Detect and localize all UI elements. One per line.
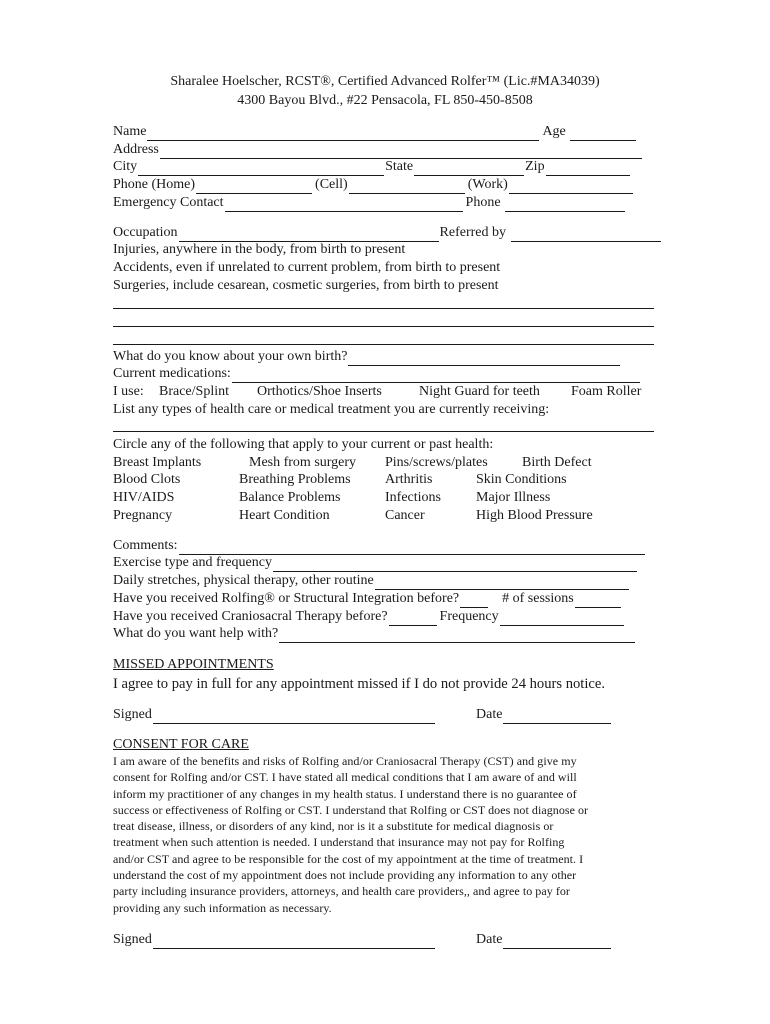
practitioner-address: 4300 Bayou Blvd., #22 Pensacola, FL 850-450-8508 (237, 93, 533, 108)
rolfing-row (113, 590, 622, 608)
conditions-intro: Circle any of the following that apply to your current or past health: (113, 437, 494, 452)
stretches-field[interactable] (375, 576, 629, 590)
condition-high-bp[interactable]: High Blood Pressure (476, 508, 593, 523)
condition-arthritis[interactable]: Arthritis (385, 472, 433, 487)
condition-pregnancy[interactable]: Pregnancy (113, 508, 173, 523)
occupation-label: Occupation (113, 225, 178, 240)
missed-signed-row (113, 706, 436, 724)
use-orthotics[interactable]: Orthotics/Shoe Inserts (257, 384, 382, 399)
condition-mesh[interactable]: Mesh from surgery (249, 455, 357, 470)
consent-line-6: treatment when such attention is needed. I understand that insurance may not pay for Rolfing (113, 835, 565, 850)
stretches-label: Daily stretches, physical therapy, other routine (113, 573, 374, 588)
accidents-label: Accidents, even if unrelated to current problem, from birth to present (113, 260, 501, 275)
practitioner-name: Sharalee Hoelscher, RCST®, Certified Advanced Rolfer™ (Lic.#MA34039) (170, 74, 600, 89)
consent-line-10: providing any such information as necessary. (113, 900, 332, 915)
use-night-guard[interactable]: Night Guard for teeth (419, 384, 540, 399)
name-label: Name (113, 124, 147, 139)
referred-label: Referred by (439, 225, 506, 240)
missed-text: I agree to pay in full for any appointment missed if I do not provide 24 hours notice. (113, 676, 606, 692)
history-line-1[interactable] (113, 308, 654, 309)
sessions-label: # of sessions (502, 591, 574, 606)
zip-field[interactable] (546, 162, 630, 176)
condition-pins[interactable]: Pins/screws/plates (385, 455, 488, 470)
cell-field[interactable] (349, 180, 465, 194)
city-row (113, 158, 631, 176)
consent-line-3: inform my practitioner of any changes in my health status. I understand there is no guarantee of (113, 786, 577, 801)
history-line-2[interactable] (113, 326, 654, 327)
missed-date-label: Date (476, 707, 503, 722)
referred-field[interactable] (511, 228, 661, 242)
consent-date-row (476, 931, 612, 949)
frequency-label: Frequency (439, 609, 499, 624)
occupation-row (113, 224, 662, 242)
use-brace[interactable]: Brace/Splint (159, 384, 229, 399)
missed-title: MISSED APPOINTMENTS (113, 657, 274, 672)
consent-line-2: consent for Rolfing and/or CST. I have stated all medical conditions that I am aware of and will (113, 770, 577, 785)
address-row (113, 141, 643, 159)
comments-field[interactable] (179, 541, 645, 555)
treatment-label: List any types of health care or medical treatment you are currently receiving: (113, 402, 550, 417)
medications-row (113, 365, 641, 383)
surgeries-label: Surgeries, include cesarean, cosmetic surgeries, from birth to present (113, 278, 499, 293)
condition-cancer[interactable]: Cancer (385, 508, 425, 523)
help-row (113, 625, 636, 643)
exercise-label: Exercise type and frequency (113, 555, 272, 570)
consent-line-5: treat disease, illness, or disorders of any kind, nor is it a substitute for medical diagnosis or (113, 819, 554, 834)
birth-label: What do you know about your own birth? (113, 349, 348, 364)
work-label: (Work) (467, 177, 508, 192)
use-foam-roller[interactable]: Foam Roller (571, 384, 642, 399)
phone-home-label: Phone (Home) (113, 177, 196, 192)
sessions-field[interactable] (575, 594, 621, 608)
treatment-line[interactable] (113, 431, 654, 432)
state-label: State (385, 159, 414, 174)
cst-label: Have you received Craniosacral Therapy before? (113, 609, 388, 624)
medications-field[interactable] (232, 369, 640, 383)
condition-breast-implants[interactable]: Breast Implants (113, 455, 202, 470)
medications-label: Current medications: (113, 366, 231, 381)
injuries-label: Injuries, anywhere in the body, from birth to present (113, 242, 406, 257)
exercise-row (113, 554, 638, 572)
name-row (113, 123, 637, 141)
missed-signature-field[interactable] (153, 710, 435, 724)
address-label: Address (113, 142, 159, 157)
occupation-field[interactable] (179, 228, 439, 242)
consent-line-9: party including insurance providers, attorneys, and health care providers,, and agree to pay for (113, 884, 570, 899)
condition-blood-clots[interactable]: Blood Clots (113, 472, 181, 487)
consent-text (113, 753, 661, 916)
address-field[interactable] (160, 145, 642, 159)
help-label: What do you want help with? (113, 626, 279, 641)
help-field[interactable] (279, 629, 635, 643)
exercise-field[interactable] (273, 558, 637, 572)
missed-date-row (476, 706, 612, 724)
city-label: City (113, 159, 138, 174)
rolfing-label: Have you received Rolfing® or Structural Integration before? (113, 591, 460, 606)
state-field[interactable] (414, 162, 524, 176)
birth-row (113, 348, 621, 366)
condition-breathing[interactable]: Breathing Problems (239, 472, 351, 487)
emergency-row (113, 194, 626, 212)
consent-date-field[interactable] (503, 935, 611, 949)
history-line-3[interactable] (113, 344, 654, 345)
condition-balance[interactable]: Balance Problems (239, 490, 341, 505)
missed-signed-label: Signed (113, 707, 152, 722)
consent-signed-row (113, 931, 436, 949)
condition-infections[interactable]: Infections (385, 490, 441, 505)
birth-field[interactable] (348, 352, 620, 366)
age-field[interactable] (570, 127, 636, 141)
condition-skin[interactable]: Skin Conditions (476, 472, 567, 487)
condition-major-illness[interactable]: Major Illness (476, 490, 551, 505)
i-use-label: I use: (113, 384, 144, 399)
consent-line-8: understand the cost of my appointment does not include providing any information to any other (113, 868, 577, 883)
comments-row (113, 537, 646, 555)
frequency-field[interactable] (500, 612, 624, 626)
consent-signed-label: Signed (113, 932, 152, 947)
age-label: Age (542, 124, 566, 139)
condition-birth-defect[interactable]: Birth Defect (522, 455, 592, 470)
phone-field[interactable] (505, 198, 625, 212)
cst-row (113, 608, 625, 626)
cell-label: (Cell) (315, 177, 348, 192)
emergency-field[interactable] (225, 198, 463, 212)
missed-date-field[interactable] (503, 710, 611, 724)
zip-label: Zip (525, 159, 545, 174)
stretches-row (113, 572, 630, 590)
phone-row (113, 176, 634, 194)
name-field[interactable] (147, 127, 539, 141)
cst-field[interactable] (389, 612, 437, 626)
city-field[interactable] (138, 162, 384, 176)
consent-line-4: success or effectiveness of Rolfing or CST. I understand that Rolfing or CST does not diagnose or (113, 802, 589, 817)
comments-label: Comments: (113, 538, 178, 553)
condition-hiv-aids[interactable]: HIV/AIDS (113, 490, 175, 505)
consent-date-label: Date (476, 932, 503, 947)
phone-home-field[interactable] (196, 180, 312, 194)
condition-heart[interactable]: Heart Condition (239, 508, 330, 523)
emergency-label: Emergency Contact (113, 195, 224, 210)
work-field[interactable] (509, 180, 633, 194)
consent-line-7: and/or CST and agree to be responsible for the cost of my appointment at the time of treatment. I (113, 851, 584, 866)
consent-title: CONSENT FOR CARE (113, 737, 249, 752)
consent-line-1: I am aware of the benefits and risks of Rolfing and/or Craniosacral Therapy (CST) and give my (113, 754, 577, 768)
rolfing-field[interactable] (460, 594, 488, 608)
consent-signature-field[interactable] (153, 935, 435, 949)
phone-label: Phone (465, 195, 501, 210)
